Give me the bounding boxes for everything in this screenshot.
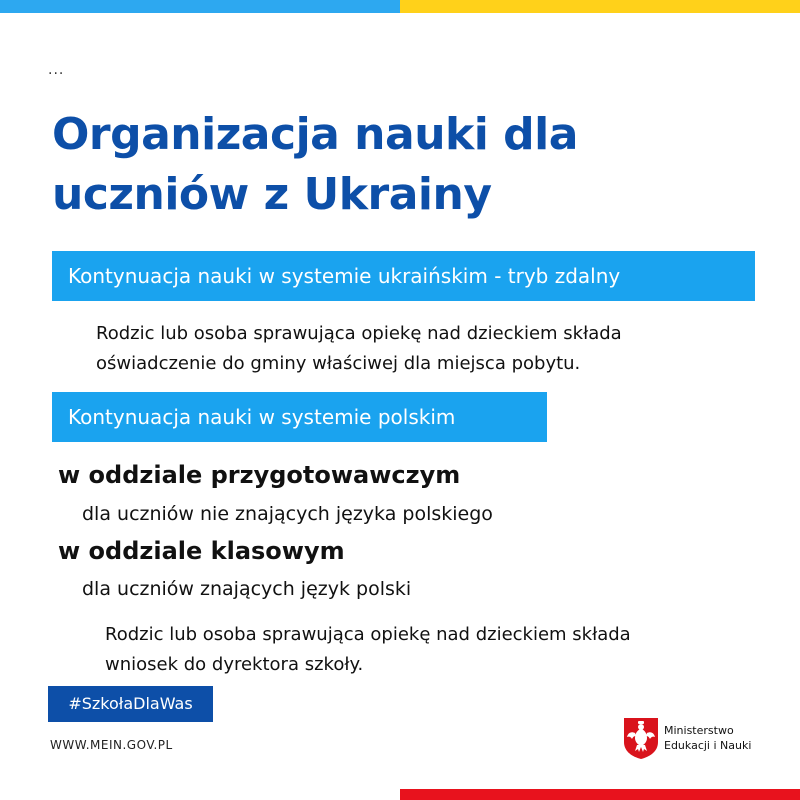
preparatory-class-heading: w oddziale przygotowawczym [58, 461, 461, 489]
preparatory-class-description: dla uczniów nie znających języka polskiego [82, 503, 493, 525]
top-accent-bar-blue [0, 0, 400, 13]
polish-system-paragraph [105, 620, 631, 680]
hashtag-badge: #SzkołaDlaWas [48, 686, 213, 722]
page-title [52, 105, 752, 225]
polish-eagle-emblem-icon [622, 716, 660, 760]
bottom-accent-bar-red [400, 789, 800, 800]
top-accent-bar-yellow [400, 0, 800, 13]
regular-class-description: dla uczniów znających język polski [82, 578, 412, 600]
ukrainian-system-paragraph [96, 319, 622, 379]
ukrainian-system-band: Kontynuacja nauki w systemie ukraińskim - tryb zdalny [52, 251, 755, 301]
website-url[interactable]: WWW.MEIN.GOV.PL [50, 738, 173, 752]
ministry-logo [622, 716, 762, 766]
title-line-1: Organizacja nauki dla [52, 109, 578, 160]
ministry-name-line-2: Edukacji i Nauki [664, 739, 752, 752]
paragraph-line: Rodzic lub osoba sprawująca opiekę nad dzieckiem składa [96, 323, 622, 344]
ellipsis-text: ... [48, 62, 65, 78]
ministry-name [664, 723, 751, 753]
regular-class-heading: w oddziale klasowym [58, 537, 345, 565]
paragraph-line: oświadczenie do gminy właściwej dla miejsca pobytu. [96, 353, 581, 374]
paragraph-line: wniosek do dyrektora szkoły. [105, 654, 364, 675]
paragraph-line: Rodzic lub osoba sprawująca opiekę nad dzieckiem składa [105, 624, 631, 645]
polish-system-band: Kontynuacja nauki w systemie polskim [52, 392, 547, 442]
title-line-2: uczniów z Ukrainy [52, 169, 492, 220]
ministry-name-line-1: Ministerstwo [664, 724, 734, 737]
